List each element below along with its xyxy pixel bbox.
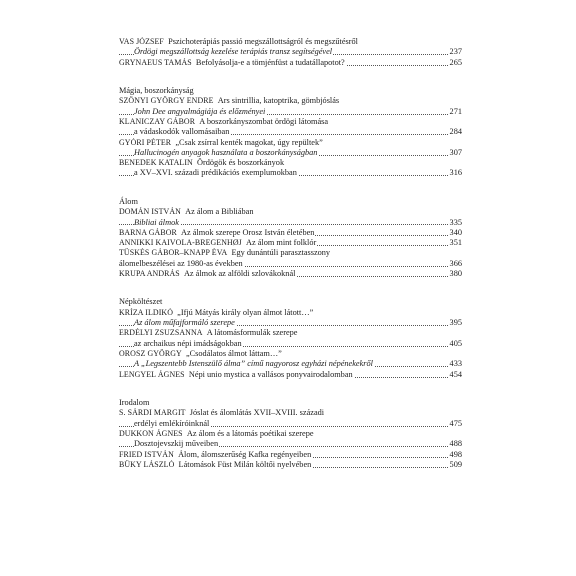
entry-text [134,148,318,157]
entry-line [119,429,462,439]
entry-line [119,158,462,168]
entry-text [134,439,219,448]
entry-line [119,228,462,238]
toc-section [119,37,462,68]
page-number: 271 [449,106,462,116]
author-name: FRIED ISTVÁN [119,449,174,459]
entry-line [119,148,462,158]
page-number: 366 [449,258,462,268]
entry-line [119,339,462,349]
entry-title: Álom, álomszerűség Kafka regényeiben [178,449,312,459]
toc-entry [119,460,462,470]
toc-entry [119,58,462,68]
entry-line [119,359,462,369]
toc-section [119,398,462,470]
page-number: 340 [449,227,462,237]
entry-line [119,259,462,269]
entry-line [119,308,462,318]
entry-title: „Csak zsírral kenték magokat, úgy repültek” [175,137,323,147]
page-number: 265 [449,57,462,67]
author-name: SZŐNYI GYÖRGY ENDRE [119,96,214,106]
entry-text [119,248,331,257]
entry-text [119,96,340,105]
entry-text [119,238,317,247]
entry-line [119,117,462,127]
entry-text [134,47,333,56]
entry-title: „Ifjú Mátyás király olyan álmot látott…” [177,307,314,317]
entry-text [134,127,230,136]
entry-subtitle: Az álom műfajformáló szerepe [134,318,235,328]
entry-line [119,37,462,47]
section-heading: Álom [119,196,138,206]
author-name: TÜSKÉS GÁBOR–KNAPP ÉVA [119,248,228,258]
page-number: 405 [449,338,462,348]
author-name: DOMÁN ISTVÁN [119,207,181,217]
entry-text [119,408,325,417]
entry-title: A boszorkányszombat ördögi látomása [199,116,329,126]
entry-subtitle: A „Legszentebb Istenszülő álma” című nagyorosz egyházi népénekekről [134,359,373,369]
entry-title: Befolyásolja-e a tömjénfüst a tudatállapotot? [195,57,345,67]
entry-title: Ars sintrillia, katoptrika, gömbjóslás [217,96,340,106]
entry-text [134,318,236,327]
author-name: BARNA GÁBOR [119,227,177,237]
entry-text [119,207,255,216]
table-of-contents [119,37,462,470]
toc-entry [119,158,462,179]
entry-line [119,127,462,137]
section-heading: Irodalom [119,397,150,407]
toc-entry [119,228,462,238]
toc-entry [119,308,462,329]
entry-title: a XV–XVI. századi prédikációs exemplumokban [134,168,297,178]
entry-subtitle: John Dee angyalmágiája és előzményei [134,106,266,116]
entry-line [119,168,462,178]
page-number: 433 [449,359,462,369]
author-name: S. SÁRDI MARGIT [119,408,186,418]
toc-entry [119,96,462,117]
entry-line [119,218,462,228]
page-number: 454 [449,369,462,379]
entry-text [119,328,298,337]
entry-line [119,58,462,68]
author-name: KRÍZA ILDIKÓ [119,307,174,317]
section-heading: Mágia, boszorkányság [119,85,194,95]
entry-title: erdélyi emlékíróinknál [134,418,210,428]
toc-entry [119,37,462,58]
entry-title: az archaikus népi imádságokban [134,338,242,348]
toc-entry [119,269,462,279]
author-name: DUKKON ÁGNES [119,429,183,439]
entry-line [119,408,462,418]
page-number: 307 [449,147,462,157]
toc-entry [119,450,462,460]
entry-line [119,269,462,279]
entry-title: a vádaskodók vallomásaiban [134,127,230,137]
toc-entry [119,370,462,380]
entry-title: Ördögök és boszorkányok [197,158,285,168]
entry-text [134,419,210,428]
entry-line [119,439,462,449]
author-name: GRYNAEUS TAMÁS [119,57,192,67]
entry-text [119,269,296,278]
entry-title: álomelbeszélései az 1980-as években [119,258,243,268]
entry-line [119,107,462,117]
entry-line [119,318,462,328]
entry-line [119,450,462,460]
entry-line [119,349,462,359]
page-number: 475 [449,418,462,428]
entry-title: Az álom és a látomás poétikai szerepe [186,429,314,439]
section-heading: Népköltészet [119,297,163,307]
entry-text [119,429,315,438]
toc-entry [119,138,462,159]
entry-text [134,107,266,116]
entry-title: Jóslat és álomlátás XVII–XVIII. századi [189,408,325,418]
author-name: OROSZ GYÖRGY [119,349,182,359]
entry-text [119,450,312,459]
entry-text [119,460,312,469]
entry-title: A látomásformulák szerepe [206,328,298,338]
page-number: 335 [449,217,462,227]
entry-text [119,308,314,317]
entry-text [119,349,283,358]
toc-section [119,297,462,380]
entry-line [119,370,462,380]
entry-title: Pszichoterápiás passió megszállottságról és megszűtésről [168,37,358,46]
author-name: GYÓRI PÉTER [119,137,172,147]
entry-text [134,339,243,348]
entry-title: Az álom mint folklór [245,238,317,248]
entry-line [119,207,462,217]
entry-title: „Csodálatos álmot láttam…” [185,349,282,359]
page-number: 509 [449,459,462,469]
author-name: ANNIKKI KAIVOLA-BREGENHØJ [119,238,242,248]
entry-title: Egy dunántúli parasztasszony [231,248,331,258]
toc-entry [119,429,462,450]
entry-text [119,138,324,147]
page-number: 316 [449,168,462,178]
toc-entry [119,349,462,370]
entry-subtitle: Bibliai álmok [134,217,179,227]
entry-text [119,158,285,167]
entry-text [134,359,374,368]
entry-line [119,460,462,470]
entry-text [119,58,346,67]
author-name: LENGYEL ÁGNES [119,369,185,379]
author-name: BENEDEK KATALIN [119,158,193,168]
entry-text [119,117,329,126]
author-name: ERDÉLYI ZSUZSANNA [119,328,203,338]
author-name: BÜKY LÁSZLÓ [119,459,175,469]
entry-subtitle: Ördögi megszállottság kezelése terápiás transz segítségével [134,47,333,57]
author-name: KRUPA ANDRÁS [119,269,180,279]
page-number: 488 [449,439,462,449]
toc-entry [119,408,462,429]
entry-line [119,238,462,248]
entry-title: Az álmok szerepe Orosz István életében [181,227,315,237]
entry-line [119,47,462,57]
entry-text [134,168,298,177]
toc-entry [119,238,462,248]
entry-line [119,328,462,338]
toc-entry [119,328,462,349]
toc-entry [119,207,462,228]
toc-entry [119,248,462,269]
entry-title: Látomások Füst Milán költői nyelvében [178,459,312,469]
page-number: 380 [449,269,462,279]
entry-text [119,228,315,237]
page-number: 284 [449,127,462,137]
entry-line [119,248,462,258]
entry-subtitle: Hallucinogén anyagok használata a boszorkányságban [134,147,318,157]
entry-title: Népi unio mystica a vallásos ponyvairodalomban [188,369,353,379]
author-name: KLANICZAY GÁBOR [119,116,196,126]
entry-line [119,96,462,106]
entry-line [119,138,462,148]
entry-title: Dosztojevszkij műveiben [134,439,219,449]
entry-title: Az álmok az alföldi szlovákoknál [183,269,296,279]
toc-section [119,86,462,179]
toc-entry [119,117,462,138]
entry-text [119,370,354,379]
page-number: 395 [449,318,462,328]
page-number: 237 [449,47,462,57]
entry-text [134,218,180,227]
entry-text [119,259,244,268]
author-name: VAS JÓZSEF [119,37,164,46]
entry-title: Az álom a Bibliában [185,207,254,217]
page-number: 351 [449,238,462,248]
page-number: 498 [449,449,462,459]
entry-line [119,419,462,429]
entry-text [119,37,359,46]
toc-section [119,197,462,280]
